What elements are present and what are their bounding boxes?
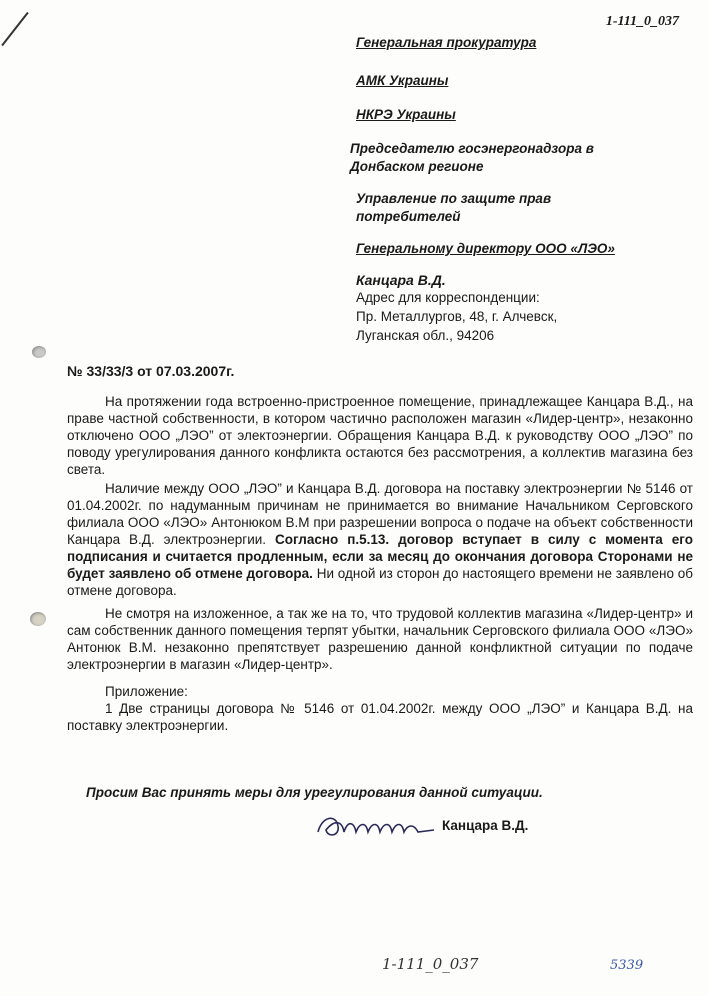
sender-address-line1: Пр. Металлургов, 48, г. Алчевск, xyxy=(356,309,558,324)
recipient-consumer-rights-1: Управление по защите прав xyxy=(356,191,552,206)
recipient-director: Генеральному директору ООО «ЛЭО» xyxy=(356,241,615,256)
attachment-item: 1 Две страницы договора № 5146 от 01.04.2002г. между ООО „ЛЭО” и Канцара В.Д. на поставку электроэнергии. xyxy=(67,701,693,733)
request-line: Просим Вас принять меры для урегулирования данной ситуации. xyxy=(86,785,543,800)
recipients-block xyxy=(350,34,696,345)
paragraph-1: На протяжении года встроенно-пристроенное помещение, принадлежащее Канцара В.Д., на праве частной собственности, в котором частично расположен магазин «Лидер-центр», незаконно отключено ООО „ЛЭО” от электоэнергии. Обращения Канцара В.Д. к руководству ООО „ЛЭО” по поводу урегулирования данного конфликта остаются без рассмотрения, а коллектив магазина без света. xyxy=(67,394,693,477)
blue-page-number: 5339 xyxy=(610,958,644,973)
recipient-consumer-rights-2: потребителей xyxy=(356,209,461,224)
attachment-section xyxy=(67,683,693,734)
attachment-title: Приложение: xyxy=(105,684,188,699)
signer-name: Канцара В.Д. xyxy=(442,818,529,833)
sender-name: Канцара В.Д. xyxy=(356,272,446,288)
paragraph-3: Не смотря на изложенное, а так же на то, что трудовой коллектив магазина «Лидер-центр» и сам собственник данного помещения терпят убытки, начальник Серговского филиала ООО «ЛЭО» Антонюк В.М. незаконно препятствует разрешению данной конфликтной ситуации по подаче электроэнергии в магазин «Лидер-центр». xyxy=(67,606,693,672)
recipient-energy-supervision-1: Председателю госэнергонадзора в xyxy=(350,141,594,156)
corner-mark xyxy=(1,12,28,46)
handwritten-archive-code: 1-111_0_037 xyxy=(382,955,479,973)
recipient-energy-supervision-2: Донбаском регионе xyxy=(350,159,484,174)
document-number: № 33/33/3 от 07.03.2007г. xyxy=(67,363,235,379)
contract-clause: Согласно п.5.13. договор вступает в силу с момента его подписания и считается продленным, если за месяц до окончания договора Сторонами не будет заявлено об отмене договора. xyxy=(67,532,693,581)
punch-hole-top xyxy=(32,346,46,358)
paragraph-2: Наличие между ООО „ЛЭО” и Канцара В.Д. договора на поставку электроэнергии № 5146 от 01.04.2002г. по надуманным причинам не принимается во внимание Начальником Серговского филиала ООО «ЛЭО» Антонюком В.М при разрешении вопроса о подаче на объект собственности Канцара В.Д. электроэнергии. Согласно п.5.13. договор вступает в силу с момента его подписания и считается продленным, если за месяц до окончания договора Сторонами не будет заявлено об отмене договора. Ни одной из сторон до настоящего времени не заявлено об отмене договора. xyxy=(67,481,693,598)
sender-address-label: Адрес для корреспонденции: xyxy=(356,290,540,305)
sender-address-line2: Луганская обл., 94206 xyxy=(356,328,495,343)
recipient-prosecutor: Генеральная прокуратура xyxy=(356,35,537,50)
punch-hole-bottom xyxy=(30,612,46,626)
letter-body xyxy=(67,393,693,734)
recipient-amk: АМК Украины xyxy=(356,73,449,88)
archive-code: 1-111_0_037 xyxy=(605,14,679,29)
recipient-nkre: НКРЭ Украины xyxy=(356,107,456,122)
signature xyxy=(314,810,438,844)
